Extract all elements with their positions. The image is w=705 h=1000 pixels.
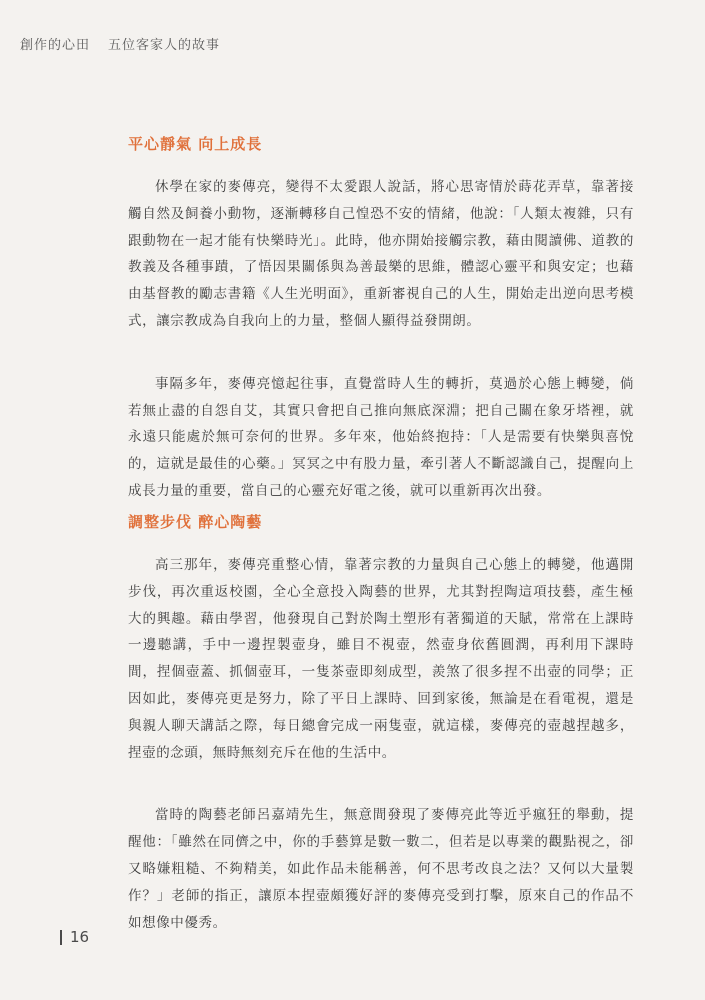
section-heading: 調整步伐 醉心陶藝 <box>128 513 263 531</box>
folio-bar <box>60 930 62 945</box>
paragraph: 當時的陶藝老師呂嘉靖先生，無意間發現了麥傳亮此等近乎瘋狂的舉動，提醒他：「雖然在同儕之中，你的手藝算是數一數二，但若是以專業的觀點視之，卻又略嫌粗糙、不夠精美，如此作品未能稱善，何不思考改良之法？又何以大量製作？」老師的指正，讓原本捏壺頗獲好評的麥傳亮受到打擊，原來自己的作品不如想像中優秀。 <box>128 807 634 931</box>
paragraph: 高三那年，麥傳亮重整心情，靠著宗教的力量與自己心態上的轉變，他邁開步伐，再次重返校園，全心全意投入陶藝的世界，尤其對揑陶這項技藝，產生極大的興趣。藉由學習，他發現自己對於陶土塑形有著獨道的天賦，常常在上課時一邊聽講，手中一邊捏製壺身，雖目不視壺，然壺身依舊圓潤，再利用下課時間，捏個壺蓋、抓個壺耳，一隻茶壺即刻成型，羨煞了很多捏不出壺的同學；正因如此，麥傳亮更是努力，除了平日上課時、回到家後，無論是在看電視，還是與親人聊天講話之際，每日總會完成一兩隻壺，就這樣，麥傳亮的壺越捏越多，捏壺的念頭，無時無刻充斥在他的生活中。 <box>128 557 634 761</box>
section-heading: 平心靜氣 向上成長 <box>128 135 263 153</box>
running-head <box>20 34 220 53</box>
page-footer <box>60 928 89 946</box>
section-pottery <box>128 511 634 972</box>
paragraph: 休學在家的麥傳亮，變得不太愛跟人說話，將心思寄情於蒔花弄草，靠著接觸自然及飼養小動物，逐漸轉移自己惶恐不安的情緒，他說：「人類太複雜，只有跟動物在一起才能有快樂時光」。此時，他亦開始接觸宗教，藉由閱讀佛、道教的教義及各種事蹟，了悟因果關係與為善最樂的思維，體認心靈平和與安定；也藉由基督教的勵志書籍《人生光明面》，重新審視自己的人生，開始走出逆向思考模式，讓宗教成為自我向上的力量，整個人顯得益發開朗。 <box>128 179 634 329</box>
page-number: 16 <box>70 928 90 946</box>
chapter-title: 五位客家人的故事 <box>108 38 221 53</box>
paragraph: 事隔多年，麥傳亮憶起往事，直覺當時人生的轉折，莫過於心態上轉變，倘若無止盡的自怨自艾，其實只會把自己推向無底深淵；把自己關在象牙塔裡，就永遠只能處於無可奈何的世界。多年來，他始終抱持：「人是需要有快樂與喜悅的，這就是最佳的心藥。」冥冥之中有股力量，牽引著人不斷認識自己，提醒向上成長力量的重要，當自己的心靈充好電之後，就可以重新再次出發。 <box>128 375 634 499</box>
section-calm-growth <box>128 133 634 541</box>
book-title: 創作的心田 <box>20 38 91 53</box>
